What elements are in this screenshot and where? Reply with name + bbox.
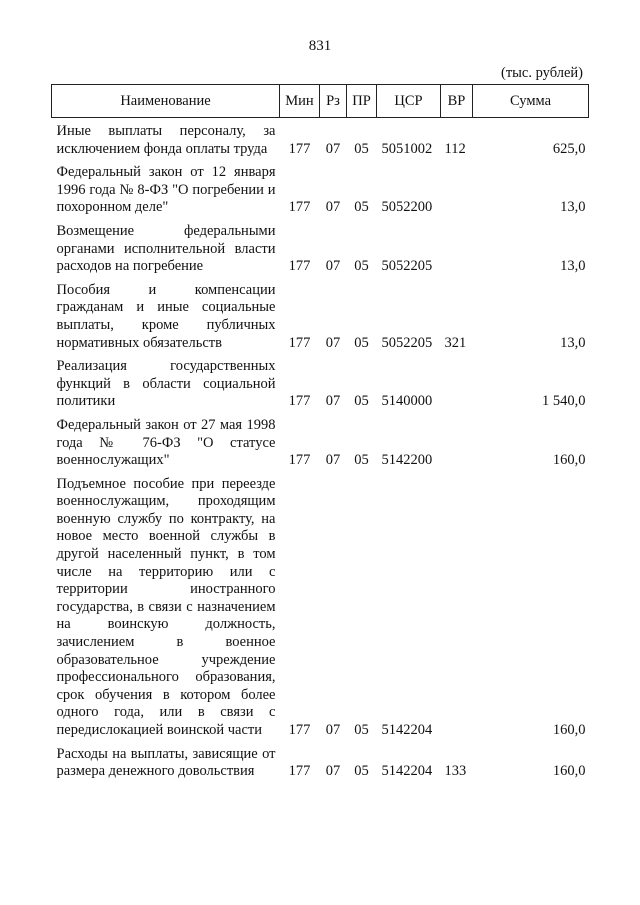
row-sum: 160,0 (552, 722, 586, 738)
row-min: 177 (288, 258, 311, 275)
table-row (52, 118, 589, 159)
row-name: Федеральный закон от 27 мая 1998 года № 76-ФЗ "О статусе военнослужащих" (56, 416, 276, 469)
table-row (52, 217, 589, 276)
row-name: Иные выплаты персоналу, за исключением фонда оплаты труда (56, 123, 276, 157)
header-name: Наименование (52, 85, 280, 118)
row-vr: 133 (444, 763, 467, 780)
table-row (52, 352, 589, 411)
row-sum: 1 540,0 (542, 393, 586, 410)
row-vr (441, 411, 473, 470)
row-vr: 321 (444, 334, 467, 351)
row-pr: 05 (354, 258, 369, 275)
row-min: 177 (288, 763, 311, 780)
row-name: Федеральный закон от 12 января 1996 года № 8-ФЗ "О погребении и похоронном деле" (56, 164, 276, 216)
row-pr: 05 (354, 452, 369, 469)
row-sum: 13,0 (560, 258, 586, 275)
row-csr: 5052205 (381, 258, 433, 275)
table-row (52, 276, 589, 352)
row-pr: 05 (354, 199, 369, 216)
row-min: 177 (288, 393, 311, 410)
row-rz: 07 (325, 140, 341, 157)
row-min: 177 (288, 722, 311, 738)
header-min: Мин (280, 85, 320, 118)
units-label: (тыс. рублей) (501, 65, 583, 81)
row-name: Пособия и компенсации гражданам и иные социальные выплаты, кроме публичных нормативных обязательств (56, 281, 276, 351)
row-csr: 5051002 (381, 140, 433, 157)
row-csr: 5052205 (381, 334, 433, 351)
table-row (52, 470, 589, 740)
row-csr: 5142204 (381, 722, 433, 738)
row-rz: 07 (325, 452, 341, 469)
row-min: 177 (288, 334, 311, 351)
table-header-row (52, 85, 589, 118)
table-row (52, 411, 589, 470)
row-pr: 05 (354, 334, 369, 351)
row-pr: 05 (354, 763, 369, 780)
row-name: Реализация государственных функций в области социальной политики (56, 358, 276, 410)
row-sum: 13,0 (560, 199, 586, 216)
row-name: Подъемное пособие при переезде военнослужащим, проходящим военную службу по контракту, на новое место военной службы в другой населенный пункт, в том числе на территорию или с территории иностранного государства, в связи с назначением на воинскую должность, зачислением в военное образовательное учреждение профессионального образования, срок обучения в котором более одного года, или в связи с передислокацией воинской части (56, 475, 276, 738)
header-sum: Сумма (473, 85, 589, 118)
row-sum: 160,0 (552, 452, 586, 469)
row-vr (441, 158, 473, 217)
budget-table (51, 84, 589, 781)
page-number: 831 (308, 38, 332, 54)
row-name: Расходы на выплаты, зависящие от размера денежного довольствия (56, 745, 276, 780)
row-rz: 07 (325, 334, 341, 351)
row-pr: 05 (354, 393, 369, 410)
row-sum: 160,0 (552, 763, 586, 780)
row-sum: 625,0 (552, 140, 586, 157)
row-rz: 07 (325, 763, 341, 780)
table-row (52, 158, 589, 217)
row-rz: 07 (325, 722, 341, 738)
row-rz: 07 (325, 258, 341, 275)
table-row (52, 740, 589, 781)
row-pr: 05 (354, 140, 369, 157)
row-rz: 07 (325, 393, 341, 410)
header-csr: ЦСР (377, 85, 441, 118)
row-vr (441, 352, 473, 411)
row-rz: 07 (325, 199, 341, 216)
row-csr: 5142200 (381, 452, 433, 469)
row-vr (441, 217, 473, 276)
row-sum: 13,0 (560, 334, 586, 351)
row-csr: 5142204 (381, 763, 433, 780)
header-pr: ПР (347, 85, 377, 118)
row-csr: 5052200 (381, 199, 433, 216)
header-rz: Рз (320, 85, 347, 118)
row-vr: 112 (444, 140, 466, 157)
row-name: Возмещение федеральными органами исполнительной власти расходов на погребение (56, 222, 276, 275)
row-min: 177 (288, 452, 311, 469)
row-csr: 5140000 (381, 393, 433, 410)
row-min: 177 (288, 199, 311, 216)
header-vr: ВР (441, 85, 473, 118)
row-vr (441, 470, 473, 740)
row-min: 177 (288, 140, 311, 157)
row-pr: 05 (354, 722, 369, 738)
